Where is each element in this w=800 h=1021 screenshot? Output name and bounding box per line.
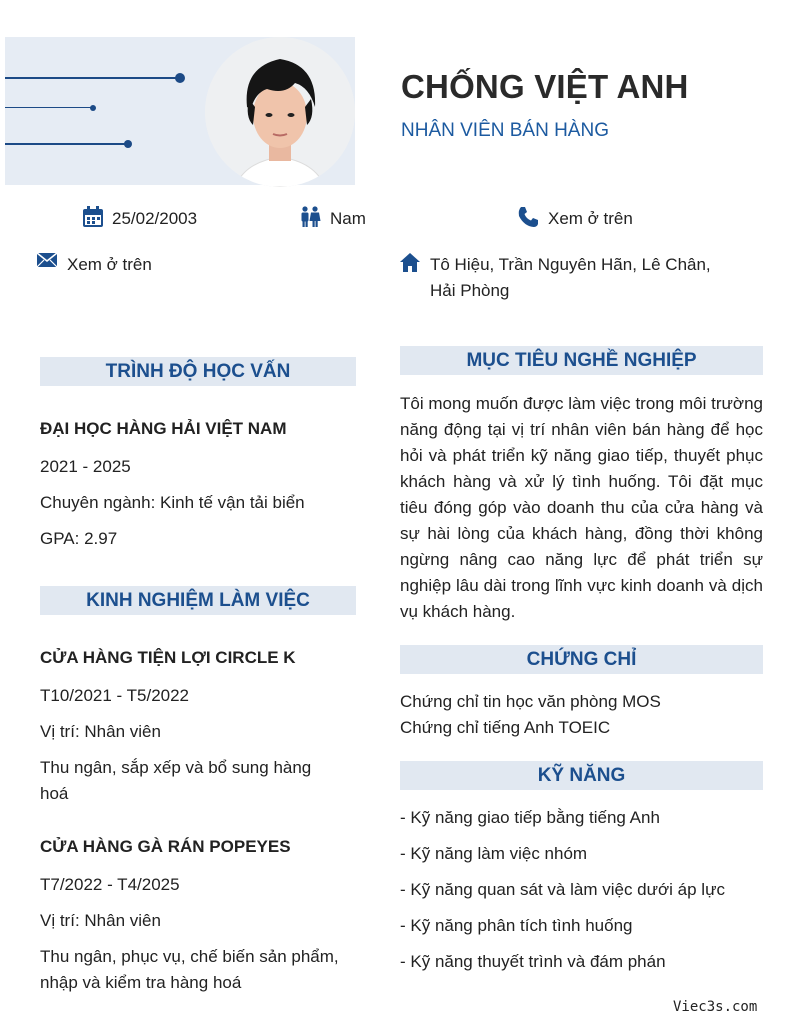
job-title: NHÂN VIÊN BÁN HÀNG — [401, 120, 609, 141]
calendar-icon — [82, 206, 104, 228]
job-description: Thu ngân, sắp xếp và bổ sung hàng — [40, 758, 312, 777]
education-period: 2021 - 2025 — [40, 457, 131, 476]
job-period: T10/2021 - T5/2022 — [40, 686, 190, 705]
candidate-name: CHỐNG VIỆT ANH — [401, 68, 689, 105]
home-icon — [399, 252, 421, 274]
address-line-2: Hải Phòng — [430, 281, 510, 300]
job-company: CỬA HÀNG GÀ RÁN POPEYES — [40, 837, 291, 856]
phone-value: Xem ở trên — [548, 209, 633, 228]
certificate-item: Chứng chỉ tin học văn phòng MOS — [400, 692, 661, 711]
skill-item: - Kỹ năng giao tiếp bằng tiếng Anh — [400, 808, 660, 827]
phone-icon — [517, 206, 539, 228]
gender-icon — [299, 206, 321, 228]
decorative-dot — [175, 73, 185, 83]
gender-value: Nam — [330, 209, 366, 228]
decorative-line — [5, 77, 180, 79]
certificates-heading: CHỨNG CHỈ — [400, 645, 763, 674]
email-value: Xem ở trên — [67, 255, 152, 274]
education-heading: TRÌNH ĐỘ HỌC VẤN — [40, 357, 356, 386]
dob-value: 25/02/2003 — [112, 209, 198, 228]
job-period: T7/2022 - T4/2025 — [40, 875, 180, 894]
experience-heading: KINH NGHIỆM LÀM VIỆC — [40, 586, 356, 615]
certificate-item: Chứng chỉ tiếng Anh TOEIC — [400, 718, 611, 737]
skills-heading: KỸ NĂNG — [400, 761, 763, 790]
skill-item: - Kỹ năng thuyết trình và đám phán — [400, 952, 666, 971]
job-description: Thu ngân, phục vụ, chế biến sản phẩm, — [40, 947, 339, 966]
skill-item: - Kỹ năng quan sát và làm việc dưới áp lực — [400, 880, 725, 899]
envelope-icon — [37, 252, 57, 268]
decorative-line — [5, 143, 127, 145]
objective-heading: MỤC TIÊU NGHỀ NGHIỆP — [400, 346, 763, 375]
decorative-dot — [90, 105, 96, 111]
skill-item: - Kỹ năng phân tích tình huống — [400, 916, 633, 935]
job-position: Vị trí: Nhân viên — [40, 722, 161, 741]
job-company: CỬA HÀNG TIỆN LỢI CIRCLE K — [40, 648, 296, 667]
avatar — [205, 37, 355, 187]
school-name: ĐẠI HỌC HÀNG HẢI VIỆT NAM — [40, 419, 287, 438]
education-gpa: GPA: 2.97 — [40, 529, 118, 548]
objective-text: Tôi mong muốn được làm việc trong môi trường năng động tại vị trí nhân viên bán hàng để học hỏi và phát triển kỹ năng giao tiếp, thuyết phục khách hàng và xử lý tình huống. Tôi đặt mục tiêu đóng góp vào doanh thu của cửa hàng và sự hài lòng của khách hàng, đồng thời không ngừng nâng cao năng lực để phát triển sự nghiệp lâu dài trong lĩnh vực kinh doanh và dịch vụ khách hàng. — [400, 394, 763, 621]
address-line-1: Tô Hiệu, Trần Nguyên Hãn, Lê Chân, — [430, 255, 711, 274]
job-position: Vị trí: Nhân viên — [40, 911, 161, 930]
education-major: Chuyên ngành: Kinh tế vận tải biển — [40, 493, 305, 512]
decorative-dot — [124, 140, 132, 148]
job-description: hoá — [40, 784, 69, 803]
footer-brand: Viec3s.com — [673, 999, 758, 1015]
skill-item: - Kỹ năng làm việc nhóm — [400, 844, 588, 863]
decorative-line — [5, 107, 93, 108]
job-description: nhập và kiểm tra hàng hoá — [40, 973, 242, 992]
